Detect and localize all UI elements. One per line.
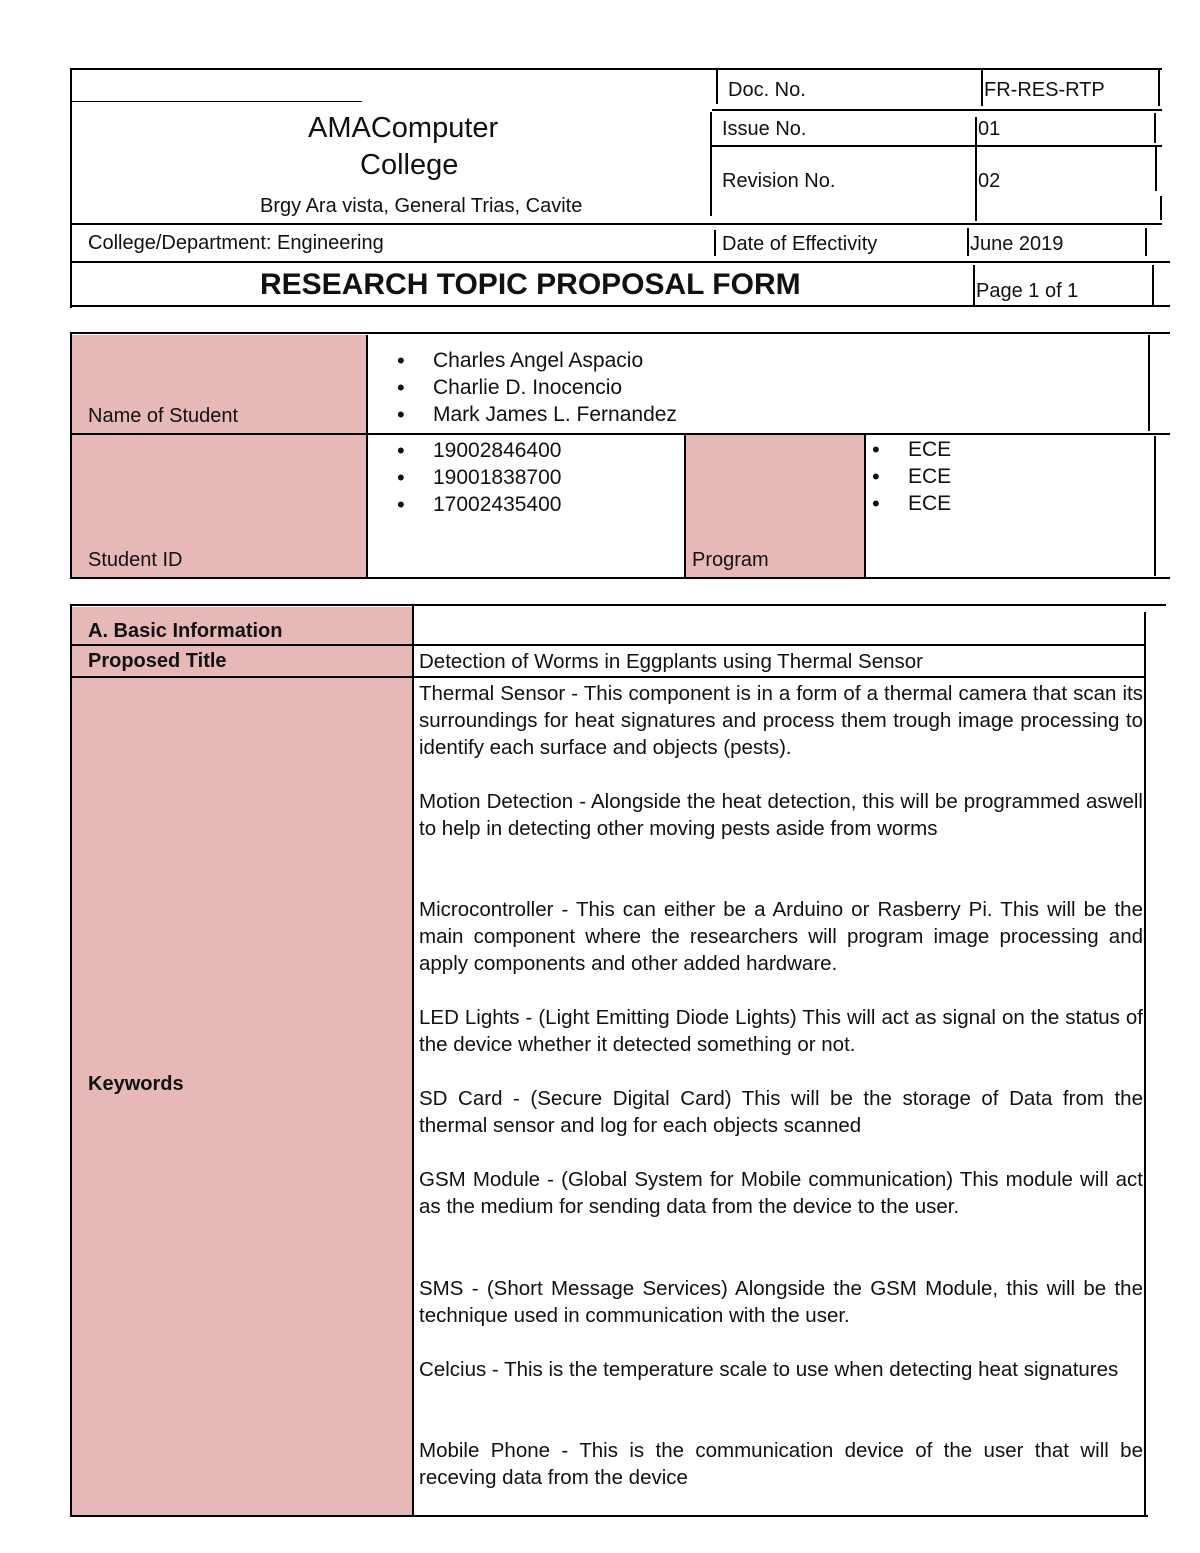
list-item: • Mark James L. Fernandez	[397, 401, 677, 428]
keyword-paragraph: Motion Detection - Alongside the heat detection, this will be programmed aswell to help in detecting other moving pests aside from worms	[419, 790, 1143, 840]
student-names-list	[397, 347, 677, 428]
keyword-paragraph: SD Card - (Secure Digital Card) This will be the storage of Data from the thermal sensor and log for each objects scanned	[419, 1087, 1143, 1137]
issue-no-label: Issue No.	[722, 118, 807, 140]
effectivity-label: Date of Effectivity	[722, 233, 878, 255]
list-item: • 17002435400	[397, 491, 561, 518]
institution-name-line2: College	[360, 149, 459, 181]
student-label-fill	[72, 335, 366, 578]
institution-name-line1: AMAComputer	[308, 112, 499, 144]
list-item: • ECE	[872, 490, 951, 517]
proposed-title-label: Proposed Title	[88, 650, 227, 672]
institution-address: Brgy Ara vista, General Trias, Cavite	[260, 195, 583, 217]
list-item: • ECE	[872, 436, 951, 463]
keyword-paragraph: Mobile Phone - This is the communication device of the user that will be receving data from the device	[419, 1439, 1143, 1489]
effectivity-value: June 2019	[970, 233, 1064, 255]
keyword-paragraph: GSM Module - (Global System for Mobile communication) This module will act as the medium for sending data from the device to the user.	[419, 1168, 1143, 1218]
proposed-title-value: Detection of Worms in Eggplants using Thermal Sensor	[419, 650, 924, 673]
keyword-paragraph: LED Lights - (Light Emitting Diode Lights) This will act as signal on the status of the device whether it detected something or not.	[419, 1006, 1143, 1056]
student-ids-list	[397, 437, 561, 518]
basic-info-label-fill	[72, 607, 412, 1515]
department-label: College/Department: Engineering	[88, 232, 384, 254]
logo-placeholder-line	[72, 101, 362, 102]
keyword-paragraph: Microcontroller - This can either be a Arduino or Rasberry Pi. This will be the main component where the researchers will program image processing and apply components and other added hardware.	[419, 898, 1143, 975]
revision-no-value: 02	[978, 170, 1001, 192]
page-number: Page 1 of 1	[976, 280, 1079, 302]
keyword-paragraph: Thermal Sensor - This component is in a form of a thermal camera that scan its surroundings for heat signatures and process them trough image processing to identify each surface and objects (pests).	[419, 682, 1143, 759]
keywords-label: Keywords	[88, 1073, 184, 1095]
basic-info-section-label: A. Basic Information	[88, 620, 283, 642]
list-item: • 19002846400	[397, 437, 561, 464]
form-title: RESEARCH TOPIC PROPOSAL FORM	[260, 268, 801, 301]
revision-no-label: Revision No.	[722, 170, 836, 192]
issue-no-value: 01	[978, 118, 1001, 140]
programs-list	[872, 436, 951, 517]
list-item: • ECE	[872, 463, 951, 490]
doc-no-label: Doc. No.	[728, 79, 806, 101]
keyword-paragraph: SMS - (Short Message Services) Alongside the GSM Module, this will be the technique used in communication with the user.	[419, 1277, 1143, 1327]
student-id-label: Student ID	[88, 549, 183, 571]
name-of-student-label: Name of Student	[88, 405, 239, 427]
doc-no-value: FR-RES-RTP	[984, 79, 1105, 101]
program-label: Program	[692, 549, 769, 571]
list-item: • Charlie D. Inocencio	[397, 374, 677, 401]
list-item: • Charles Angel Aspacio	[397, 347, 677, 374]
keyword-paragraph: Celcius - This is the temperature scale to use when detecting heat signatures	[419, 1358, 1119, 1381]
list-item: • 19001838700	[397, 464, 561, 491]
